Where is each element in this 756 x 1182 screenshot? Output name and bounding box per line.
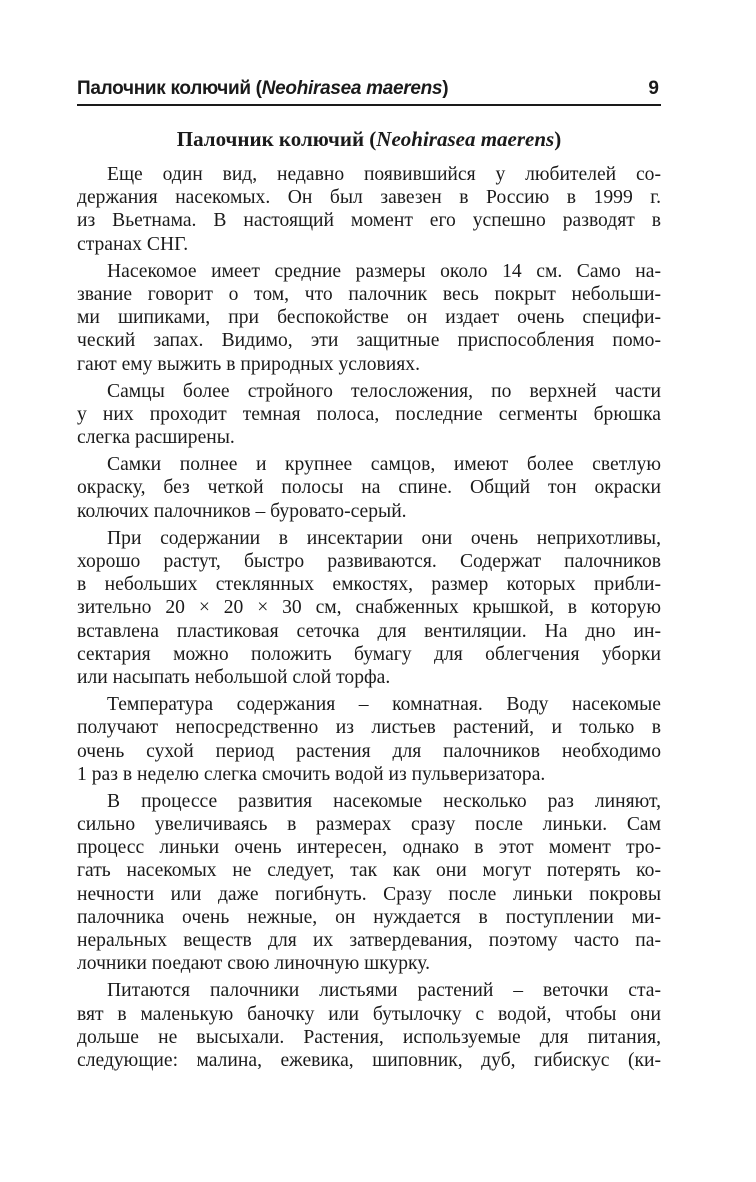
running-header [77, 74, 661, 106]
text-line: нечности или даже погибнуть. Сразу после линьки покровы [77, 883, 661, 905]
text-line: Еще один вид, недавно появившийся у любителей со- [107, 164, 661, 185]
text-line: или насыпать небольшой слой торфа. [77, 666, 391, 688]
running-title [77, 74, 448, 104]
text-line: следующие: малина, ежевика, шиповник, дуб, гибискус (ки- [77, 1049, 661, 1071]
text-line: Самцы более стройного телосложения, по верхней части [107, 380, 661, 402]
text-line: 1 раз в неделю слегка смочить водой из пульверизатора. [77, 763, 546, 785]
paragraph [77, 260, 661, 376]
text-line: гать насекомых не следует, так как они могут потерять ко- [77, 860, 661, 882]
text-line: дольше не высыхали. Растения, используемые для питания, [77, 1026, 661, 1048]
paragraph [77, 453, 661, 523]
text-line: странах СНГ. [77, 233, 189, 255]
text-line: процесс линьки очень интересен, однако в этот момент тро- [77, 837, 661, 859]
running-title-plain: Палочник колючий ( [77, 78, 262, 99]
section-title-close: ) [554, 127, 562, 151]
paragraph [77, 380, 661, 450]
text-line: у них проходит темная полоса, последние сегменты брюшка [77, 403, 661, 425]
text-line: Питаются палочники листьями растений – веточки ста- [107, 980, 661, 1002]
page-number: 9 [648, 78, 659, 99]
text-line: Самки полнее и крупнее самцов, имеют более светлую [107, 454, 661, 476]
text-line: в небольших стеклянных емкостях, размер которых прибли- [77, 574, 661, 596]
running-title-close: ) [442, 78, 449, 99]
text-line: зительно 20 × 20 × 30 см, снабженных крышкой, в которую [77, 597, 661, 619]
text-line: слегка расширены. [77, 427, 235, 449]
text-line: окраску, без четкой полосы на спине. Общий тон окраски [77, 477, 661, 499]
text-line: колючих палочников – буровато-серый. [77, 500, 407, 522]
text-line: хорошо растут, быстро развиваются. Содержат палочников [77, 551, 661, 572]
paragraph [77, 693, 661, 786]
section-title-plain: Палочник колючий ( [176, 127, 377, 151]
paragraph [77, 527, 661, 689]
section-title-italic: Neohirasea maerens [376, 127, 555, 151]
paragraph [77, 790, 661, 976]
text-line: получают непосредственно из листьев растений, и только в [77, 717, 661, 739]
text-line: вят в маленькую баночку или бутылочку с водой, чтобы они [77, 1003, 661, 1025]
text-line: из Вьетнама. В настоящий момент его успешно разводят в [77, 210, 661, 232]
text-line: В процессе развития насекомые несколько раз линяют, [107, 790, 661, 812]
body-text [77, 163, 661, 1076]
text-line: гают ему выжить в природных условиях. [77, 353, 420, 375]
text-line: ческий запах. Видимо, эти защитные приспособления помо- [77, 330, 661, 352]
text-line: сильно увеличиваясь в размерах сразу после линьки. Сам [77, 814, 661, 836]
text-line: Температура содержания – комнатная. Воду насекомые [107, 694, 661, 716]
text-line: неральных веществ для их затвердевания, поэтому часто па- [77, 930, 661, 951]
text-line: При содержании в инсектарии они очень неприхотливы, [107, 527, 661, 549]
text-line: держания насекомых. Он был завезен в Россию в 1999 г. [77, 187, 661, 209]
text-line: очень сухой период растения для палочников необходимо [77, 740, 661, 762]
paragraph [77, 163, 661, 256]
section-title [77, 124, 661, 154]
text-line: сектария можно положить бумагу для облегчения уборки [77, 643, 661, 665]
text-line: Насекомое имеет средние размеры около 14 см. Само на- [107, 260, 661, 282]
text-line: палочника очень нежные, он нуждается в поступлении ми- [77, 906, 661, 928]
running-title-italic: Neohirasea maerens [261, 78, 443, 99]
text-line: звание говорит о том, что палочник весь покрыт небольши- [77, 283, 661, 305]
text-line: ми шипиками, при беспокойстве он издает очень специфи- [77, 307, 661, 329]
text-line: лочники поедают свою линочную шкурку. [77, 953, 431, 975]
text-line: вставлена пластиковая сеточка для вентиляции. На дно ин- [77, 620, 661, 642]
paragraph [77, 979, 661, 1072]
